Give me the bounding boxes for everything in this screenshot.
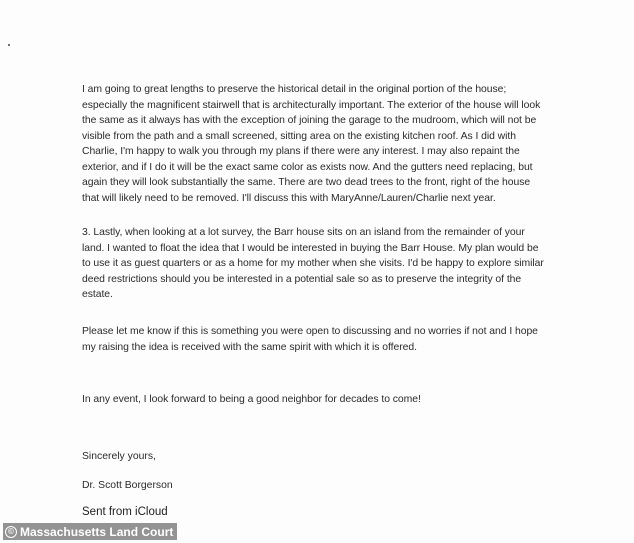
source-watermark: [3, 523, 177, 540]
letter-paragraph-request: Please let me know if this is something you were open to discussing and no worries if not and I hope my raising the idea is received with the same spirit with which it is offered.: [82, 326, 538, 353]
letter-paragraph-barr-house: 3. Lastly, when looking at a lot survey, the Barr house sits on an island from the remainder of your land. I wanted to float the idea that I would be interested in buying the Barr House. My plan would be to use it as guest quarters or as a home for my mother when she visits. I'd be happy to explore similar deed restrictions should you be interested in a potential sale so as to preserve the integrity of the estate.: [82, 227, 544, 300]
watermark-text: Massachusetts Land Court: [20, 524, 174, 539]
copyright-icon: ©: [5, 526, 17, 538]
letter-closing: Sincerely yours,: [82, 451, 156, 462]
scan-speck: [8, 44, 10, 46]
letter-signature: Dr. Scott Borgerson: [82, 480, 173, 491]
letter-paragraph-neighbor: In any event, I look forward to being a good neighbor for decades to come!: [82, 394, 421, 405]
letter-paragraph-preservation: I am going to great lengths to preserve the historical detail in the original portion of the house; especially the magnificent stairwell that is architecturally important. The exterior of the house will look the same as it always has with the exception of joining the garage to the mudroom, which will not be visible from the path and a small screened, sitting area on the existing kitchen roof. As I did with Charlie, I'm happy to walk you through my plans if there were any interest. I may also repaint the exterior, and if I do it will be the exact same color as exists now. And the gutters need replacing, but again they will look substantially the same. There are two dead trees to the front, right of the house that will likely need to be removed. I'll discuss this with MaryAnne/Lauren/Charlie next year.: [82, 84, 541, 204]
sent-from-line: Sent from iCloud: [82, 506, 168, 518]
